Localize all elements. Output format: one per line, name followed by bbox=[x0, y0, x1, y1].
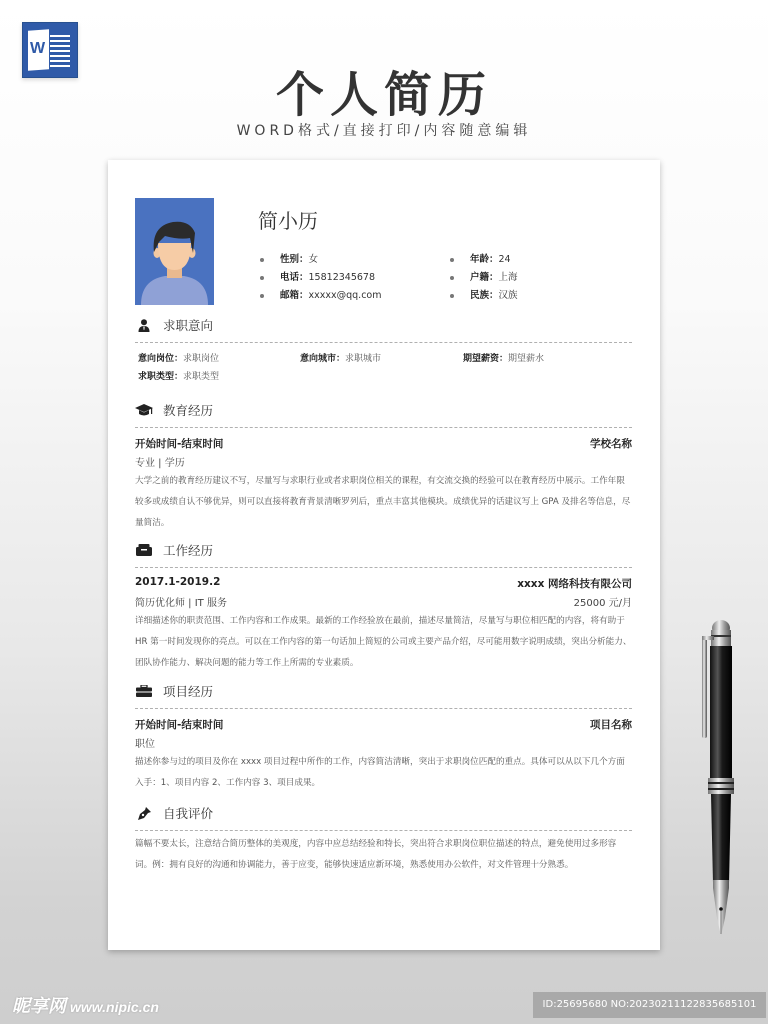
work-description: 详细描述你的职责范围、工作内容和工作成果。最新的工作经验放在最前，描述尽量简洁，尽量写与职位相匹配的内容，将有助于 HR 第一时间发现你的亮点。可以在工作内容的第一句话加上简短的公司或主要产品介绍，尽可能用数字说明成绩，突出分析能力、团队协作能力、解决问题的能力等工作上所需的专业素质。 bbox=[135, 616, 632, 668]
watermark-logo bbox=[12, 992, 159, 1018]
education-description: 大学之前的教育经历建议不写，尽量写与求职行业或者求职岗位相关的课程，有交流交换的经验可以在教育经历中展示。工作年限较多或成绩自认不够优异，则可以直接将教育背景清晰罗列后，重点丰富其他模块。成绩优异的话建议写上 GPA 及排名等信息，尽量简洁。 bbox=[135, 476, 631, 528]
inbox-tray-icon bbox=[135, 543, 153, 557]
page-subtitle: WORD格式/直接打印/内容随意编辑 bbox=[236, 123, 532, 139]
dashed-divider bbox=[135, 830, 632, 831]
dashed-divider bbox=[135, 567, 632, 568]
graduation-cap-icon bbox=[135, 403, 153, 417]
section-header bbox=[135, 680, 632, 702]
section-title: 工作经历 bbox=[163, 543, 214, 558]
resume-page bbox=[108, 160, 660, 950]
job-position: 简历优化师 | IT 服务 bbox=[135, 598, 227, 609]
intent-city: 意向城市：求职城市 bbox=[300, 354, 382, 364]
intent-type: 求职类型：求职类型 bbox=[138, 372, 220, 382]
image-id-badge: ID:25695680 NO:20230211122835685101 bbox=[533, 992, 766, 1018]
education-period: 开始时间-结束时间 bbox=[135, 438, 224, 450]
info-age bbox=[448, 251, 518, 269]
section-project bbox=[135, 680, 632, 794]
work-period: 2017.1-2019.2 bbox=[135, 576, 221, 588]
section-education bbox=[135, 399, 632, 534]
logo-text: 昵享网 bbox=[12, 996, 66, 1016]
info-value: xxxxx@qq.com bbox=[308, 290, 382, 301]
info-value: 女 bbox=[308, 254, 319, 265]
project-name: 项目名称 bbox=[590, 719, 632, 731]
school-name: 学校名称 bbox=[590, 438, 632, 450]
intent-grid bbox=[135, 351, 632, 391]
section-self-evaluation bbox=[135, 802, 632, 876]
info-value: 15812345678 bbox=[308, 272, 376, 283]
section-title: 求职意向 bbox=[163, 318, 214, 333]
dashed-divider bbox=[135, 427, 632, 428]
section-job-intent bbox=[135, 314, 632, 391]
avatar bbox=[135, 198, 214, 305]
project-description: 描述你参与过的项目及你在 xxxx 项目过程中所作的工作，内容简洁清晰，突出于求职岗位匹配的重点。具体可以从以下几个方面入手：1、项目内容 2、工作内容 3、项目成果。 bbox=[135, 757, 625, 788]
info-label: 户籍： bbox=[470, 272, 499, 283]
info-label: 民族： bbox=[470, 290, 499, 301]
section-header bbox=[135, 399, 632, 421]
major-degree: 专业 | 学历 bbox=[135, 458, 185, 469]
section-header bbox=[135, 314, 632, 336]
info-value: 汉族 bbox=[498, 290, 518, 301]
section-header bbox=[135, 539, 632, 561]
info-column-right bbox=[448, 251, 518, 305]
info-value: 24 bbox=[498, 254, 511, 265]
info-phone bbox=[258, 269, 382, 287]
info-column-left bbox=[258, 251, 382, 305]
company-name: xxxx 网络科技有限公司 bbox=[517, 578, 632, 590]
section-title: 项目经历 bbox=[163, 684, 214, 699]
project-header-row bbox=[135, 717, 632, 732]
dashed-divider bbox=[135, 708, 632, 709]
section-title: 自我评价 bbox=[163, 806, 214, 821]
job-salary: 25000 元/月 bbox=[573, 598, 632, 609]
dashed-divider bbox=[135, 342, 632, 343]
site-url: www.nipic.cn bbox=[70, 999, 159, 1015]
page-title: 个人简历 bbox=[275, 67, 492, 123]
info-hukou bbox=[448, 269, 518, 287]
work-sub-row bbox=[135, 594, 632, 609]
self-evaluation-text: 篇幅不要太长，注意结合简历整体的美观度，内容中应总结经验和特长，突出符合求职岗位职位描述的特点，避免使用过多形容词。例：拥有良好的沟通和协调能力，善于应变，能够快速适应新环境，熟悉使用办公软件，对文件管理十分熟悉。 bbox=[135, 839, 617, 870]
avatar-person-icon bbox=[135, 198, 214, 305]
project-period: 开始时间-结束时间 bbox=[135, 719, 224, 731]
info-label: 性别： bbox=[280, 254, 309, 265]
user-tie-icon bbox=[135, 318, 153, 332]
education-header-row bbox=[135, 436, 632, 451]
work-header-row bbox=[135, 576, 632, 591]
intent-salary: 期望薪资：期望薪水 bbox=[463, 354, 545, 364]
info-label: 电话： bbox=[280, 272, 309, 283]
fountain-pen-image bbox=[696, 618, 746, 948]
section-work bbox=[135, 539, 632, 674]
project-role: 职位 bbox=[135, 739, 155, 750]
info-value: 上海 bbox=[498, 272, 518, 283]
info-ethnicity bbox=[448, 287, 518, 305]
word-letter: W bbox=[30, 40, 46, 57]
info-label: 邮箱： bbox=[280, 290, 309, 301]
pen-nib-icon bbox=[135, 806, 153, 820]
info-gender bbox=[258, 251, 382, 269]
candidate-name: 简小历 bbox=[258, 209, 318, 233]
section-title: 教育经历 bbox=[163, 403, 214, 418]
info-email bbox=[258, 287, 382, 305]
section-header bbox=[135, 802, 632, 824]
intent-position: 意向岗位：求职岗位 bbox=[138, 354, 220, 364]
info-label: 年龄： bbox=[470, 254, 499, 265]
briefcase-icon bbox=[135, 684, 153, 698]
